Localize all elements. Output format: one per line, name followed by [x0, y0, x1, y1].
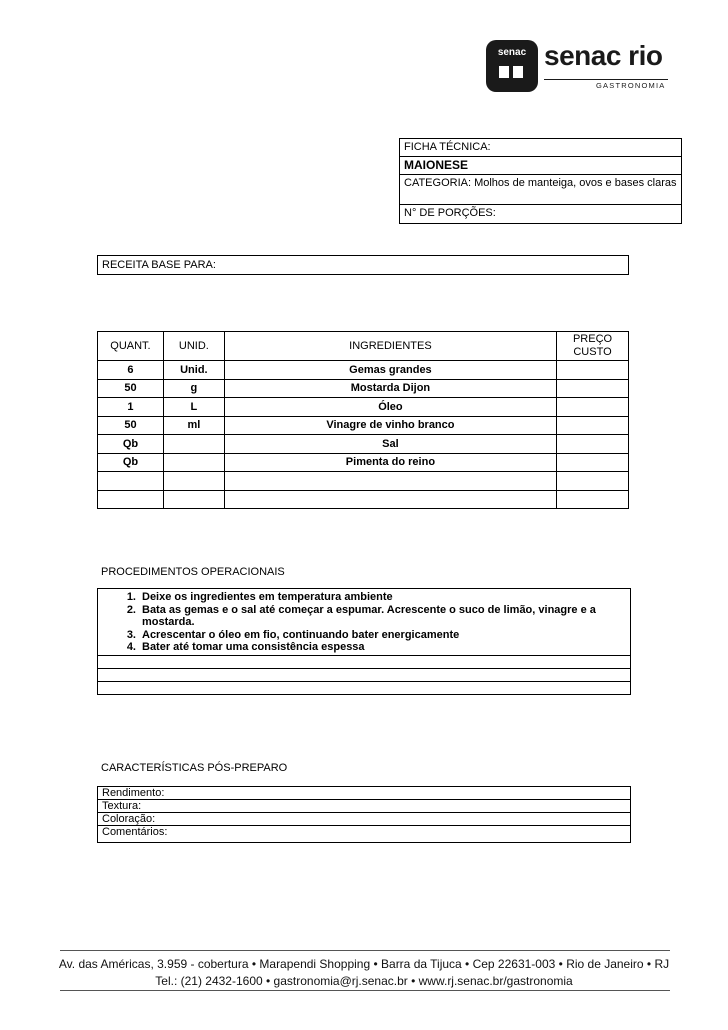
cell-ingrediente: Vinagre de vinho branco	[224, 416, 556, 435]
cell-preco	[557, 361, 629, 380]
procedure-blank-row	[98, 681, 630, 694]
footer-address: Av. das Américas, 3.959 - cobertura • Marapendi Shopping • Barra da Tijuca • Cep 22631-003 • Rio de Janeiro • RJ	[58, 957, 670, 971]
cell-unid: L	[163, 398, 224, 417]
step-text: Deixe os ingredientes em temperatura ambiente	[142, 591, 393, 603]
cell-ingrediente: Gemas grandes	[224, 361, 556, 380]
cell-preco	[557, 416, 629, 435]
cell-quant: Qb	[98, 453, 164, 472]
table-row	[98, 379, 629, 398]
textura-field: Textura:	[98, 800, 630, 813]
cell-quant: 50	[98, 416, 164, 435]
procedures-list	[98, 589, 630, 655]
cell-preco	[557, 472, 629, 491]
coloracao-field: Coloração:	[98, 813, 630, 826]
cell-ingrediente	[224, 472, 556, 491]
cell-ingrediente: Sal	[224, 435, 556, 454]
recipe-title: MAIONESE	[400, 157, 681, 175]
header-unid: UNID.	[163, 332, 224, 361]
cell-quant	[98, 490, 164, 509]
cell-unid	[163, 472, 224, 491]
table-row	[98, 416, 629, 435]
cell-preco	[557, 453, 629, 472]
cell-preco	[557, 398, 629, 417]
cell-unid: ml	[163, 416, 224, 435]
characteristics-title: CARACTERÍSTICAS PÓS-PREPARO	[101, 762, 288, 774]
step-number: 3.	[126, 628, 136, 641]
header-preco-custo: PREÇO CUSTO	[557, 332, 629, 361]
cell-ingrediente: Óleo	[224, 398, 556, 417]
header-ingredientes: INGREDIENTES	[224, 332, 556, 361]
portions-field: N° DE PORÇÕES:	[404, 207, 496, 219]
cell-unid	[163, 490, 224, 509]
characteristics-box	[97, 786, 631, 843]
cell-unid: g	[163, 379, 224, 398]
procedure-step	[102, 641, 626, 654]
table-row	[98, 453, 629, 472]
step-number: 4.	[126, 641, 136, 653]
logo-badge-text: senac	[497, 47, 527, 58]
rendimento-field: Rendimento:	[98, 787, 630, 800]
step-number: 1.	[126, 591, 136, 603]
logo-name: senac rio	[544, 40, 663, 71]
procedure-blank-row	[98, 655, 630, 668]
receita-base-field: RECEITA BASE PARA:	[97, 255, 629, 275]
procedures-box	[97, 588, 631, 695]
header-quant: QUANT.	[98, 332, 164, 361]
step-text: Bater até tomar uma consistência espessa	[142, 641, 365, 653]
cell-ingrediente: Mostarda Dijon	[224, 379, 556, 398]
cell-unid	[163, 435, 224, 454]
ingredients-header-row	[98, 332, 629, 361]
cell-preco	[557, 379, 629, 398]
step-text: Acrescentar o óleo em fio, continuando bater energicamente	[142, 628, 460, 641]
cell-preco	[557, 435, 629, 454]
cell-quant	[98, 472, 164, 491]
cell-quant: 1	[98, 398, 164, 417]
procedures-title: PROCEDIMENTOS OPERACIONAIS	[101, 566, 285, 578]
footer-top-rule	[60, 950, 670, 951]
cell-unid: Unid.	[163, 361, 224, 380]
table-row	[98, 472, 629, 491]
footer-bottom-rule	[60, 990, 670, 991]
cell-quant: 50	[98, 379, 164, 398]
procedure-step	[102, 604, 626, 629]
cell-ingrediente	[224, 490, 556, 509]
ficha-label: FICHA TÉCNICA:	[400, 139, 681, 157]
footer-contact: Tel.: (21) 2432-1600 • gastronomia@rj.senac.br • www.rj.senac.br/gastronomia	[155, 974, 573, 988]
cell-preco	[557, 490, 629, 509]
procedure-step	[102, 591, 626, 604]
ingredients-table	[97, 331, 629, 509]
comentarios-field: Comentários:	[102, 826, 168, 838]
cell-unid	[163, 453, 224, 472]
cell-quant: Qb	[98, 435, 164, 454]
cell-ingrediente: Pimenta do reino	[224, 453, 556, 472]
table-row	[98, 490, 629, 509]
table-row	[98, 398, 629, 417]
table-row	[98, 361, 629, 380]
step-text: Bata as gemas e o sal até começar a espumar. Acrescente o suco de limão, vinagre e a mostarda.	[142, 603, 596, 628]
logo-divider	[544, 79, 668, 80]
step-number: 2.	[126, 603, 136, 616]
procedure-step	[102, 629, 626, 642]
cell-quant: 6	[98, 361, 164, 380]
table-row	[98, 435, 629, 454]
procedure-blank-row	[98, 668, 630, 681]
ficha-tecnica-box	[399, 138, 682, 224]
senac-logo-badge	[486, 40, 538, 92]
logo-subtitle: GASTRONOMIA	[596, 81, 666, 90]
recipe-category: CATEGORIA: Molhos de manteiga, ovos e bases claras	[400, 175, 681, 205]
